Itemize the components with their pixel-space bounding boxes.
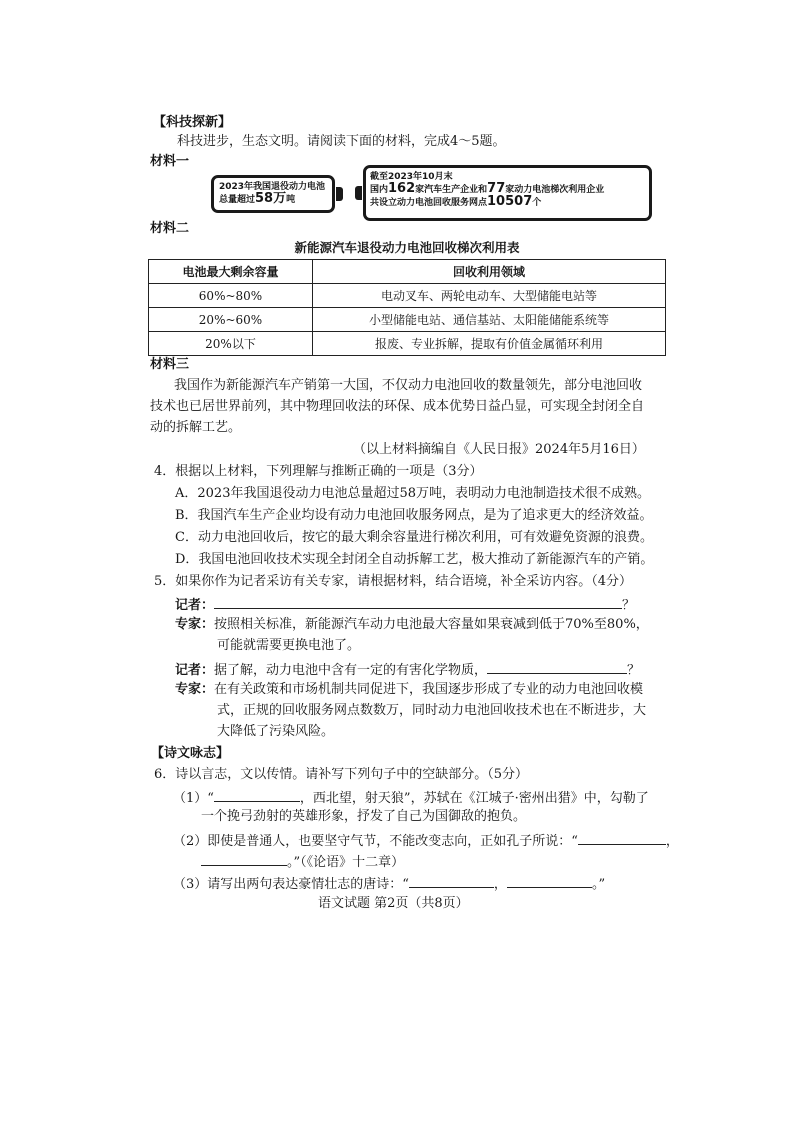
battery-terminal	[336, 187, 343, 201]
recycle-table	[148, 259, 666, 356]
interview-reporter-line-2	[175, 659, 640, 680]
table-row	[149, 308, 666, 332]
material-source: （以上材料摘编自《人民日报》2024年5月16日）	[353, 442, 645, 457]
battery2-line2: 国内162家汽车生产企业和77家动力电池梯次利用企业	[370, 181, 605, 196]
punctuation: ，	[665, 834, 679, 849]
q6-part2-line2	[201, 851, 404, 872]
answer-blank[interactable]	[214, 787, 300, 802]
q5-stem: 5．如果你作为记者采访有关专家，请根据材料，结合语境，补全采访内容。（4分）	[154, 574, 633, 589]
q4-option-d[interactable]: D．我国电池回收技术实现全封闭全自动拆解工艺，极大推动了新能源汽车的产销。	[175, 552, 654, 567]
table-cell: 电动叉车、两轮电动车、大型储能电站等	[313, 284, 666, 308]
interview-reporter-line-1	[175, 594, 635, 615]
q6-part3	[173, 873, 605, 894]
q6-part1-line1	[173, 787, 649, 808]
table-cell: 报废、专业拆解，提取有价值金属循环利用	[313, 332, 666, 356]
table-cell: 20%以下	[149, 332, 313, 356]
table-cell: 60%~80%	[149, 284, 313, 308]
material3-line: 动的拆解工艺。	[150, 420, 242, 435]
q4-option-c[interactable]: C．动力电池回收后，按它的最大剩余容量进行梯次利用，可有效避免资源的浪费。	[175, 530, 653, 545]
interview-expert-line-2	[175, 681, 643, 699]
table-cell: 20%~60%	[149, 308, 313, 332]
reporter-question-text: 据了解，动力电池中含有一定的有害化学物质，	[214, 663, 488, 678]
section-intro: 科技进步，生态文明。请阅读下面的材料，完成4～5题。	[177, 134, 506, 149]
table-row	[149, 332, 666, 356]
q4-stem: 4．根据以上材料，下列理解与推断正确的一项是（3分）	[154, 464, 483, 479]
material3-line: 技术也已居世界前列，其中物理回收法的环保、成本优势日益凸显，可实现全封闭全自	[150, 399, 645, 414]
section-heading-tech: 【科技探新】	[153, 115, 232, 130]
expert-answer-text: 按照相关标准，新能源汽车动力电池最大容量如果衰减到低于70%至80%，	[214, 617, 649, 632]
answer-blank[interactable]	[201, 851, 287, 866]
battery1-line1: 2023年我国退役动力电池	[219, 182, 326, 192]
q6-stem: 6．诗以言志，文以传情。请补写下列句子中的空缺部分。（5分）	[154, 767, 529, 782]
q6-text: 一个挽弓劲射的英雄形象，抒发了自己为国御敌的抱负。	[201, 809, 527, 824]
table-cell: 小型储能电站、通信基站、太阳能储能系统等	[313, 308, 666, 332]
battery-terminal	[355, 186, 362, 200]
q6-text: 。”（《论语》十二章）	[287, 855, 405, 870]
question-mark: ？	[627, 663, 641, 678]
reporter-label: 记者：	[175, 598, 215, 613]
reporter-label: 记者：	[175, 663, 215, 678]
answer-blank[interactable]	[214, 594, 622, 609]
material3-line: 我国作为新能源汽车产销第一大国，不仅动力电池回收的数量领先，部分电池回收	[174, 378, 643, 393]
answer-blank[interactable]	[578, 830, 666, 845]
battery2-line3: 共设立动力电池回收服务网点10507个	[370, 194, 542, 209]
q4-option-b[interactable]: B．我国汽车生产企业均设有动力电池回收服务网点，是为了追求更大的经济效益。	[175, 508, 653, 523]
expert-answer-text: 大降低了污染风险。	[217, 724, 335, 739]
punctuation: 。”	[591, 877, 606, 892]
answer-blank[interactable]	[507, 873, 592, 888]
battery-infographic-2	[363, 165, 652, 221]
section-heading-poetry: 【诗文咏志】	[151, 746, 230, 761]
expert-answer-text: 式，正规的回收服务网点数数万，同时动力电池回收技术也在不断进步，大	[217, 703, 647, 718]
battery-infographic-1	[211, 175, 335, 213]
material1-label: 材料一	[150, 154, 190, 169]
answer-blank[interactable]	[409, 873, 494, 888]
expert-label: 专家：	[175, 682, 215, 697]
material3-label: 材料三	[150, 357, 190, 372]
page-footer: 语文试题 第2页（共8页）	[318, 896, 469, 911]
answer-blank[interactable]	[487, 659, 627, 674]
table-header-cell: 回收利用领域	[313, 260, 666, 284]
punctuation: ，	[493, 877, 507, 892]
expert-label: 专家：	[175, 617, 215, 632]
interview-expert-line-1	[175, 616, 649, 634]
q4-option-a[interactable]: A．2023年我国退役动力电池总量超过58万吨，表明动力电池制造技术很不成熟。	[175, 486, 651, 501]
q6-text: （3）请写出两句表达豪情壮志的唐诗：“	[173, 877, 409, 892]
q6-text: ，西北望，射天狼”，苏轼在《江城子·密州出猎》中，勾勒了	[299, 791, 649, 806]
expert-answer-text: 在有关政策和市场机制共同促进下，我国逐步形成了专业的动力电池回收模	[214, 682, 644, 697]
table-row	[149, 284, 666, 308]
q6-part2-line1	[173, 830, 679, 851]
table-title: 新能源汽车退役动力电池回收梯次利用表	[294, 240, 520, 255]
part-number: （1）“	[173, 791, 214, 806]
battery1-line2: 总量超过58万吨	[219, 191, 296, 206]
expert-answer-text: 可能就需要更换电池了。	[217, 638, 361, 653]
q6-text: （2）即使是普通人，也要坚守气节，不能改变志向，正如孔子所说：“	[173, 834, 578, 849]
table-header-cell: 电池最大剩余容量	[149, 260, 313, 284]
battery2-line1: 截至2023年10月末	[370, 172, 453, 182]
question-mark: ？	[622, 598, 636, 613]
material2-label: 材料二	[150, 221, 190, 236]
table-header-row	[149, 260, 666, 284]
